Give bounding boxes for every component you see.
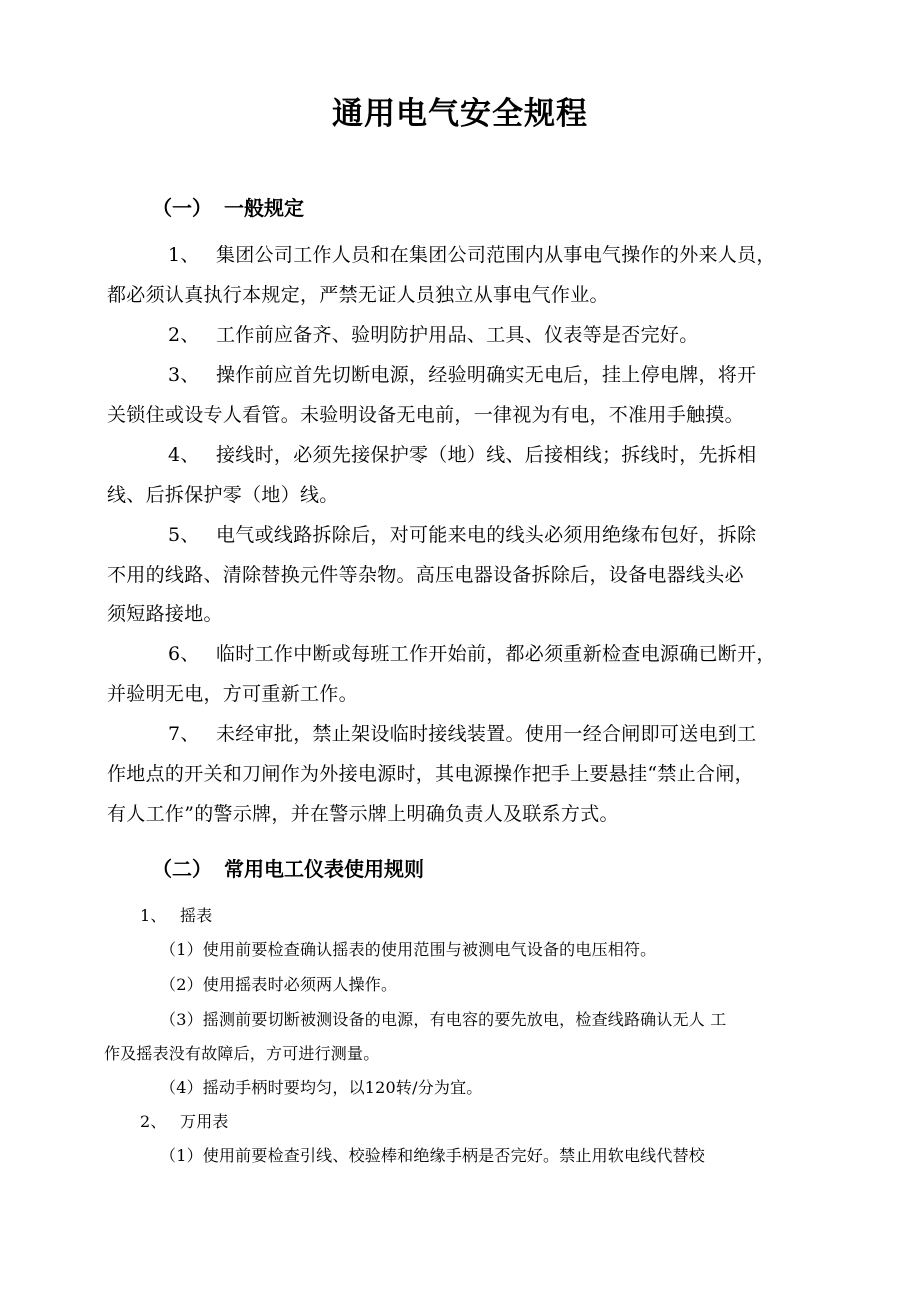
subsection-2-heading: 2、 万用表 bbox=[140, 1112, 229, 1131]
subsection-2-item-1: （1）使用前要检查引线、校验棒和绝缘手柄是否完好。禁止用软电线代替校 bbox=[160, 1146, 705, 1165]
item-4-line-1: 4、 接线时，必须先接保护零（地）线、后接相线；拆线时，先拆相 bbox=[168, 444, 757, 466]
item-5-line-3: 须短路接地。 bbox=[107, 603, 223, 625]
item-3-line-1: 3、 操作前应首先切断电源，经验明确实无电后，挂上停电牌，将开 bbox=[168, 364, 757, 386]
item-2-line-1: 2、 工作前应备齐、验明防护用品、工具、仪表等是否完好。 bbox=[168, 324, 699, 346]
item-1-line-1: 1、 集团公司工作人员和在集团公司范围内从事电气操作的外来人员， bbox=[168, 244, 776, 266]
subsection-1-item-4: （4）摇动手柄时要均匀，以120转/分为宜。 bbox=[160, 1078, 483, 1097]
section-heading-1 bbox=[152, 193, 304, 223]
item-4-line-2: 线、后拆保护零（地）线。 bbox=[107, 484, 339, 506]
item-7-line-2: 作地点的开关和刀闸作为外接电源时，其电源操作把手上要悬挂“禁止合闸， bbox=[107, 763, 754, 785]
subsection-1-item-1: （1）使用前要检查确认摇表的使用范围与被测电气设备的电压相符。 bbox=[160, 940, 657, 959]
section-title: 常用电工仪表使用规则 bbox=[224, 857, 424, 881]
item-1-line-2: 都必须认真执行本规定，严禁无证人员独立从事电气作业。 bbox=[107, 284, 609, 306]
item-7-line-1: 7、 未经审批，禁止架设临时接线装置。使用一经合闸即可送电到工 bbox=[168, 723, 757, 745]
page-title: 通用电气安全规程 bbox=[332, 96, 588, 132]
item-5-line-1: 5、 电气或线路拆除后，对可能来电的线头必须用绝缘布包好，拆除 bbox=[168, 524, 757, 546]
section-number: （一） bbox=[152, 196, 212, 220]
item-3-line-2: 关锁住或设专人看管。未验明设备无电前，一律视为有电，不准用手触摸。 bbox=[107, 404, 744, 426]
section-title: 一般规定 bbox=[224, 196, 304, 220]
subsection-1-item-2: （2）使用摇表时必须两人操作。 bbox=[160, 975, 398, 994]
subsection-1-item-3-line-2: 作及摇表没有故障后，方可进行测量。 bbox=[104, 1044, 380, 1063]
item-6-line-1: 6、 临时工作中断或每班工作开始前，都必须重新检查电源确已断开， bbox=[168, 643, 776, 665]
section-heading-2 bbox=[152, 854, 424, 884]
section-number: （二） bbox=[152, 857, 212, 881]
subsection-1-heading: 1、 摇表 bbox=[140, 906, 213, 925]
item-5-line-2: 不用的线路、清除替换元件等杂物。高压电器设备拆除后，设备电器线头必 bbox=[107, 564, 744, 586]
subsection-1-item-3-line-1: （3）摇测前要切断被测设备的电源，有电容的要先放电，检查线路确认无人 工 bbox=[160, 1010, 727, 1029]
item-7-line-3: 有人工作”的警示牌，并在警示牌上明确负责人及联系方式。 bbox=[107, 803, 619, 825]
item-6-line-2: 并验明无电，方可重新工作。 bbox=[107, 683, 358, 705]
